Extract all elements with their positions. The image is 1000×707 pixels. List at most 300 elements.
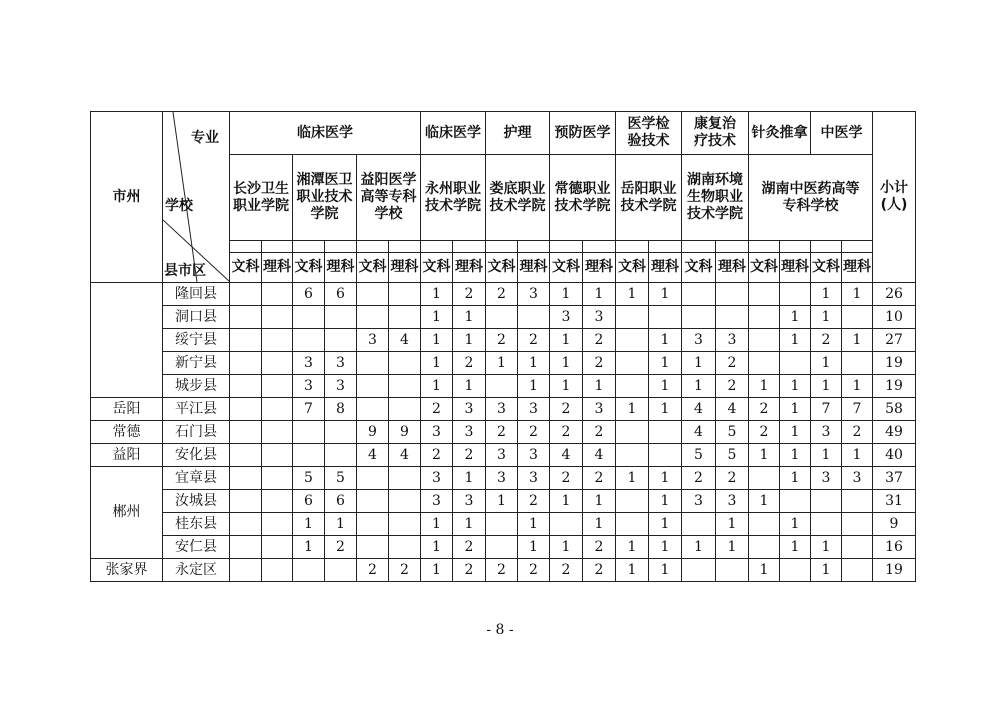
county-cell: 安化县 bbox=[163, 444, 230, 467]
value-cell: 1 bbox=[583, 490, 616, 513]
table-row bbox=[91, 421, 916, 444]
county-cell: 石门县 bbox=[163, 421, 230, 444]
value-cell: 1 bbox=[616, 398, 649, 421]
value-cell: 1 bbox=[811, 283, 842, 306]
county-cell: 桂东县 bbox=[163, 513, 230, 536]
value-cell bbox=[389, 513, 421, 536]
value-cell: 3 bbox=[325, 352, 357, 375]
value-cell bbox=[749, 352, 780, 375]
value-cell: 8 bbox=[325, 398, 357, 421]
value-cell bbox=[293, 329, 325, 352]
value-cell: 1 bbox=[453, 467, 486, 490]
subtotal-cell: 19 bbox=[873, 559, 916, 582]
city-cell: 常德 bbox=[91, 421, 163, 444]
value-cell: 1 bbox=[421, 352, 453, 375]
value-cell bbox=[293, 559, 325, 582]
value-cell bbox=[749, 329, 780, 352]
value-cell: 1 bbox=[583, 513, 616, 536]
value-cell: 1 bbox=[518, 536, 550, 559]
value-cell: 4 bbox=[682, 398, 716, 421]
value-cell: 5 bbox=[682, 444, 716, 467]
value-cell bbox=[616, 375, 649, 398]
value-cell: 2 bbox=[486, 421, 518, 444]
value-cell: 1 bbox=[749, 490, 780, 513]
value-cell bbox=[749, 306, 780, 329]
value-cell bbox=[230, 536, 262, 559]
value-cell bbox=[230, 398, 262, 421]
value-cell bbox=[230, 352, 262, 375]
value-cell bbox=[842, 490, 873, 513]
value-cell: 3 bbox=[293, 375, 325, 398]
value-cell bbox=[325, 421, 357, 444]
value-cell bbox=[616, 329, 649, 352]
value-cell: 2 bbox=[583, 559, 616, 582]
value-cell: 1 bbox=[649, 375, 682, 398]
value-cell bbox=[682, 283, 716, 306]
value-cell: 4 bbox=[716, 398, 749, 421]
value-cell: 1 bbox=[583, 283, 616, 306]
value-cell bbox=[486, 536, 518, 559]
value-cell: 2 bbox=[518, 559, 550, 582]
value-cell: 1 bbox=[550, 329, 583, 352]
value-cell bbox=[230, 329, 262, 352]
county-cell: 洞口县 bbox=[163, 306, 230, 329]
value-cell: 1 bbox=[811, 536, 842, 559]
major-acupuncture: 针灸推拿 bbox=[749, 112, 811, 155]
value-cell bbox=[842, 513, 873, 536]
value-cell: 2 bbox=[682, 467, 716, 490]
value-cell: 7 bbox=[842, 398, 873, 421]
value-cell: 1 bbox=[780, 467, 811, 490]
value-cell: 4 bbox=[550, 444, 583, 467]
value-cell: 3 bbox=[842, 467, 873, 490]
value-cell: 5 bbox=[716, 421, 749, 444]
table-row bbox=[91, 467, 916, 490]
value-cell bbox=[649, 421, 682, 444]
value-cell: 1 bbox=[583, 375, 616, 398]
table-row bbox=[91, 283, 916, 306]
value-cell: 7 bbox=[811, 398, 842, 421]
value-cell: 2 bbox=[518, 490, 550, 513]
value-cell: 1 bbox=[649, 329, 682, 352]
value-cell: 1 bbox=[550, 283, 583, 306]
value-cell: 3 bbox=[518, 467, 550, 490]
value-cell: 5 bbox=[325, 467, 357, 490]
value-cell bbox=[293, 421, 325, 444]
school-hunan-tcm: 湖南中医药高等专科学校 bbox=[749, 155, 873, 241]
county-cell: 新宁县 bbox=[163, 352, 230, 375]
value-cell: 3 bbox=[486, 398, 518, 421]
value-cell: 1 bbox=[649, 513, 682, 536]
value-cell bbox=[749, 467, 780, 490]
value-cell bbox=[780, 559, 811, 582]
value-cell: 3 bbox=[421, 490, 453, 513]
value-cell: 1 bbox=[682, 352, 716, 375]
subtotal-cell: 9 bbox=[873, 513, 916, 536]
value-cell bbox=[616, 352, 649, 375]
subtotal-cell: 10 bbox=[873, 306, 916, 329]
value-cell bbox=[749, 283, 780, 306]
value-cell: 1 bbox=[616, 467, 649, 490]
subtotal-cell: 31 bbox=[873, 490, 916, 513]
value-cell bbox=[389, 398, 421, 421]
value-cell: 3 bbox=[421, 467, 453, 490]
value-cell bbox=[486, 375, 518, 398]
table-row bbox=[91, 398, 916, 421]
school-yongzhou: 永州职业技术学院 bbox=[421, 155, 486, 241]
value-cell: 3 bbox=[811, 421, 842, 444]
school-xiangtan: 湘潭医卫职业技术学院 bbox=[293, 155, 357, 241]
county-cell: 安仁县 bbox=[163, 536, 230, 559]
value-cell: 1 bbox=[811, 444, 842, 467]
value-cell: 2 bbox=[421, 444, 453, 467]
value-cell: 1 bbox=[421, 536, 453, 559]
value-cell: 3 bbox=[518, 398, 550, 421]
value-cell bbox=[811, 513, 842, 536]
value-cell bbox=[262, 536, 293, 559]
value-cell: 1 bbox=[518, 513, 550, 536]
value-cell bbox=[780, 490, 811, 513]
subtotal-cell: 37 bbox=[873, 467, 916, 490]
value-cell: 3 bbox=[486, 444, 518, 467]
value-cell: 2 bbox=[518, 421, 550, 444]
value-cell: 1 bbox=[550, 536, 583, 559]
major-clinical-2: 临床医学 bbox=[421, 112, 486, 155]
value-cell: 5 bbox=[716, 444, 749, 467]
major-tcm: 中医学 bbox=[811, 112, 873, 155]
value-cell: 2 bbox=[716, 375, 749, 398]
value-cell: 1 bbox=[453, 329, 486, 352]
school-changsha: 长沙卫生职业学院 bbox=[230, 155, 293, 241]
value-cell bbox=[230, 283, 262, 306]
value-cell: 3 bbox=[716, 329, 749, 352]
value-cell: 4 bbox=[682, 421, 716, 444]
city-cell: 益阳 bbox=[91, 444, 163, 467]
value-cell: 2 bbox=[389, 559, 421, 582]
county-cell: 汝城县 bbox=[163, 490, 230, 513]
value-cell: 1 bbox=[518, 375, 550, 398]
value-cell: 1 bbox=[780, 513, 811, 536]
value-cell: 1 bbox=[453, 375, 486, 398]
value-cell bbox=[486, 513, 518, 536]
school-changde: 常德职业技术学院 bbox=[550, 155, 616, 241]
county-cell: 绥宁县 bbox=[163, 329, 230, 352]
value-cell bbox=[325, 444, 357, 467]
value-cell: 2 bbox=[749, 421, 780, 444]
table-body bbox=[91, 283, 916, 582]
subtotal-cell: 19 bbox=[873, 352, 916, 375]
county-cell: 宜章县 bbox=[163, 467, 230, 490]
value-cell bbox=[616, 421, 649, 444]
value-cell bbox=[518, 306, 550, 329]
major-preventive: 预防医学 bbox=[550, 112, 616, 155]
value-cell: 3 bbox=[293, 352, 325, 375]
value-cell: 1 bbox=[749, 375, 780, 398]
value-cell bbox=[230, 306, 262, 329]
value-cell bbox=[649, 444, 682, 467]
county-cell: 城步县 bbox=[163, 375, 230, 398]
value-cell bbox=[389, 490, 421, 513]
value-cell bbox=[649, 306, 682, 329]
table-row bbox=[91, 329, 916, 352]
value-cell: 1 bbox=[518, 352, 550, 375]
value-cell: 2 bbox=[453, 283, 486, 306]
value-cell: 1 bbox=[616, 536, 649, 559]
value-cell: 3 bbox=[325, 375, 357, 398]
value-cell bbox=[716, 306, 749, 329]
value-cell bbox=[389, 536, 421, 559]
value-cell bbox=[842, 306, 873, 329]
value-cell bbox=[262, 306, 293, 329]
value-cell bbox=[357, 375, 389, 398]
value-cell bbox=[842, 352, 873, 375]
value-cell bbox=[357, 352, 389, 375]
major-lab-tech: 医学检验技术 bbox=[616, 112, 682, 155]
value-cell: 1 bbox=[780, 329, 811, 352]
value-cell bbox=[230, 421, 262, 444]
value-cell: 3 bbox=[453, 490, 486, 513]
school-yueyang: 岳阳职业技术学院 bbox=[616, 155, 682, 241]
value-cell bbox=[325, 329, 357, 352]
city-cell: 张家界 bbox=[91, 559, 163, 582]
value-cell: 1 bbox=[682, 375, 716, 398]
value-cell bbox=[550, 513, 583, 536]
school-yiyang: 益阳医学高等专科学校 bbox=[357, 155, 421, 241]
subtotal-cell: 58 bbox=[873, 398, 916, 421]
value-cell bbox=[682, 513, 716, 536]
value-cell: 2 bbox=[583, 352, 616, 375]
value-cell: 1 bbox=[780, 398, 811, 421]
value-cell bbox=[842, 536, 873, 559]
value-cell: 1 bbox=[811, 306, 842, 329]
value-cell: 6 bbox=[293, 283, 325, 306]
value-cell: 3 bbox=[811, 467, 842, 490]
value-cell: 6 bbox=[293, 490, 325, 513]
value-cell: 6 bbox=[325, 490, 357, 513]
subtotal-cell: 16 bbox=[873, 536, 916, 559]
value-cell bbox=[262, 559, 293, 582]
value-cell bbox=[749, 536, 780, 559]
value-cell: 2 bbox=[842, 421, 873, 444]
value-cell: 3 bbox=[518, 444, 550, 467]
value-cell: 1 bbox=[649, 398, 682, 421]
value-cell: 4 bbox=[389, 444, 421, 467]
value-cell bbox=[357, 490, 389, 513]
value-cell: 3 bbox=[682, 490, 716, 513]
value-cell bbox=[262, 444, 293, 467]
value-cell: 2 bbox=[583, 329, 616, 352]
page-number: - 8 - bbox=[486, 622, 514, 638]
city-header: 市州 bbox=[91, 112, 163, 283]
value-cell: 1 bbox=[649, 467, 682, 490]
table-row bbox=[91, 490, 916, 513]
value-cell: 2 bbox=[486, 283, 518, 306]
value-cell: 1 bbox=[486, 352, 518, 375]
value-cell bbox=[293, 444, 325, 467]
diagonal-header bbox=[163, 112, 230, 283]
table-row bbox=[91, 536, 916, 559]
value-cell: 3 bbox=[421, 421, 453, 444]
value-cell: 1 bbox=[616, 559, 649, 582]
value-cell bbox=[616, 306, 649, 329]
value-cell bbox=[230, 513, 262, 536]
value-cell bbox=[616, 490, 649, 513]
value-cell: 3 bbox=[550, 306, 583, 329]
value-cell: 2 bbox=[749, 398, 780, 421]
city-cell: 岳阳 bbox=[91, 398, 163, 421]
value-cell bbox=[616, 513, 649, 536]
value-cell: 1 bbox=[749, 559, 780, 582]
value-cell: 2 bbox=[453, 536, 486, 559]
value-cell: 1 bbox=[780, 444, 811, 467]
value-cell: 2 bbox=[453, 444, 486, 467]
value-cell: 1 bbox=[649, 536, 682, 559]
major-label: 专业 bbox=[191, 130, 219, 146]
school-label: 学校 bbox=[165, 198, 193, 214]
value-cell bbox=[616, 444, 649, 467]
value-cell: 7 bbox=[293, 398, 325, 421]
value-cell: 1 bbox=[421, 559, 453, 582]
value-cell bbox=[230, 467, 262, 490]
value-cell: 1 bbox=[811, 375, 842, 398]
value-cell bbox=[389, 306, 421, 329]
value-cell: 1 bbox=[550, 490, 583, 513]
value-cell: 2 bbox=[716, 467, 749, 490]
value-cell: 1 bbox=[453, 306, 486, 329]
value-cell: 1 bbox=[649, 490, 682, 513]
value-cell: 1 bbox=[682, 536, 716, 559]
value-cell bbox=[389, 283, 421, 306]
value-cell bbox=[716, 559, 749, 582]
subtotal-cell: 19 bbox=[873, 375, 916, 398]
value-cell bbox=[389, 375, 421, 398]
value-cell: 1 bbox=[649, 283, 682, 306]
value-cell: 1 bbox=[842, 444, 873, 467]
value-cell: 9 bbox=[357, 421, 389, 444]
value-cell: 3 bbox=[716, 490, 749, 513]
value-cell bbox=[262, 513, 293, 536]
value-cell: 5 bbox=[293, 467, 325, 490]
value-cell: 1 bbox=[811, 352, 842, 375]
school-hunan-env: 湖南环境生物职业技术学院 bbox=[682, 155, 749, 241]
value-cell: 2 bbox=[550, 421, 583, 444]
value-cell bbox=[262, 352, 293, 375]
subtotal-cell: 40 bbox=[873, 444, 916, 467]
value-cell bbox=[842, 559, 873, 582]
major-rehab: 康复治疗技术 bbox=[682, 112, 749, 155]
value-cell bbox=[262, 283, 293, 306]
value-cell bbox=[682, 559, 716, 582]
value-cell: 1 bbox=[293, 536, 325, 559]
subtotal-cell: 26 bbox=[873, 283, 916, 306]
value-cell: 1 bbox=[486, 490, 518, 513]
value-cell: 3 bbox=[518, 283, 550, 306]
value-cell: 1 bbox=[780, 306, 811, 329]
value-cell: 2 bbox=[421, 398, 453, 421]
value-cell: 4 bbox=[357, 444, 389, 467]
value-cell: 1 bbox=[550, 375, 583, 398]
value-cell bbox=[682, 306, 716, 329]
value-cell: 1 bbox=[842, 375, 873, 398]
value-cell: 1 bbox=[421, 513, 453, 536]
value-cell: 3 bbox=[453, 398, 486, 421]
value-cell bbox=[230, 444, 262, 467]
value-cell: 3 bbox=[357, 329, 389, 352]
value-cell: 2 bbox=[550, 467, 583, 490]
subtotal-header: 小计(人) bbox=[873, 112, 916, 283]
value-cell: 2 bbox=[486, 329, 518, 352]
value-cell: 2 bbox=[550, 398, 583, 421]
value-cell bbox=[262, 329, 293, 352]
value-cell bbox=[357, 513, 389, 536]
value-cell bbox=[262, 467, 293, 490]
value-cell bbox=[389, 352, 421, 375]
value-cell: 1 bbox=[421, 329, 453, 352]
quota-table: 市州 专业 学校 县市区 临床医学 临床医学 护理 预防医学 医学检验技术 康复治疗技术 针灸推拿 中医学 小计(人) 长沙卫生职业学院 湘潭医卫职业技术学院 益阳医学高等专科学校 永州职业技术学院 娄底职业技术学院 常德职业技术学院 岳阳职业技术学院 湖南环境生物职业技术学院 湖南中医药高等专科学校 文科 理科 文科 理科 文科 理科 文科 理科 文科 理科 文科 理科 文科 理科 文科 理科 文科 理科 文科 理科 隆回县 6 6 1 2 2 3 1 1 1 1 1 1 26 洞口县 1 1 3 3 1 1 10 绥宁县 3 4 1 1 2 2 1 2 1 3 3 1 2 1 27 新宁县 3 3 1 2 1 1 1 2 1 1 2 1 19 城步县 3 3 1 1 1 1 1 1 1 2 1 1 1 1 19 岳阳 平江县 7 8 2 3 3 3 2 3 1 1 4 4 2 1 7 7 58 常德 石门县 9 9 3 3 2 2 2 2 4 5 2 1 3 2 49 益阳 安化县 4 4 2 2 3 3 4 4 5 5 1 1 1 1 40 郴州 宜章县 5 5 3 1 3 3 2 2 1 1 2 2 1 3 3 37 汝城县 6 6 3 3 1 2 1 1 1 3 3 1 31 桂东县 1 1 1 1 1 1 1 1 1 9 安仁县 1 2 1 2 1 1 2 1 1 1 1 1 1 16 张家界 永定区 2 2 1 2 2 2 2 2 1 1 1 1 19 bbox=[90, 111, 916, 582]
table-row bbox=[91, 513, 916, 536]
value-cell: 1 bbox=[616, 283, 649, 306]
value-cell: 1 bbox=[716, 513, 749, 536]
value-cell: 1 bbox=[550, 352, 583, 375]
value-cell: 3 bbox=[682, 329, 716, 352]
major-nursing: 护理 bbox=[486, 112, 550, 155]
value-cell: 2 bbox=[716, 352, 749, 375]
value-cell bbox=[262, 375, 293, 398]
value-cell: 2 bbox=[583, 421, 616, 444]
value-cell: 4 bbox=[389, 329, 421, 352]
subtotal-cell: 49 bbox=[873, 421, 916, 444]
value-cell: 1 bbox=[293, 513, 325, 536]
value-cell: 1 bbox=[421, 283, 453, 306]
value-cell: 1 bbox=[716, 536, 749, 559]
value-cell: 1 bbox=[453, 513, 486, 536]
value-cell: 1 bbox=[842, 329, 873, 352]
value-cell: 1 bbox=[780, 375, 811, 398]
value-cell: 6 bbox=[325, 283, 357, 306]
value-cell: 4 bbox=[583, 444, 616, 467]
value-cell: 1 bbox=[325, 513, 357, 536]
value-cell: 3 bbox=[583, 306, 616, 329]
county-cell: 永定区 bbox=[163, 559, 230, 582]
value-cell: 9 bbox=[389, 421, 421, 444]
value-cell: 3 bbox=[486, 467, 518, 490]
city-cell: 郴州 bbox=[91, 467, 163, 559]
major-clinical-1: 临床医学 bbox=[230, 112, 421, 155]
value-cell bbox=[716, 283, 749, 306]
county-cell: 平江县 bbox=[163, 398, 230, 421]
county-label: 县市区 bbox=[164, 263, 206, 279]
table-row bbox=[91, 559, 916, 582]
subtotal-cell: 27 bbox=[873, 329, 916, 352]
value-cell: 2 bbox=[583, 467, 616, 490]
value-cell bbox=[230, 559, 262, 582]
value-cell: 2 bbox=[550, 559, 583, 582]
value-cell bbox=[389, 467, 421, 490]
value-cell: 1 bbox=[780, 536, 811, 559]
value-cell: 1 bbox=[649, 559, 682, 582]
value-cell: 1 bbox=[842, 283, 873, 306]
table-row bbox=[91, 375, 916, 398]
value-cell bbox=[357, 398, 389, 421]
value-cell bbox=[357, 306, 389, 329]
value-cell bbox=[749, 513, 780, 536]
value-cell: 2 bbox=[453, 559, 486, 582]
value-cell bbox=[325, 306, 357, 329]
value-cell bbox=[357, 536, 389, 559]
value-cell bbox=[811, 490, 842, 513]
value-cell: 2 bbox=[583, 536, 616, 559]
value-cell bbox=[262, 421, 293, 444]
